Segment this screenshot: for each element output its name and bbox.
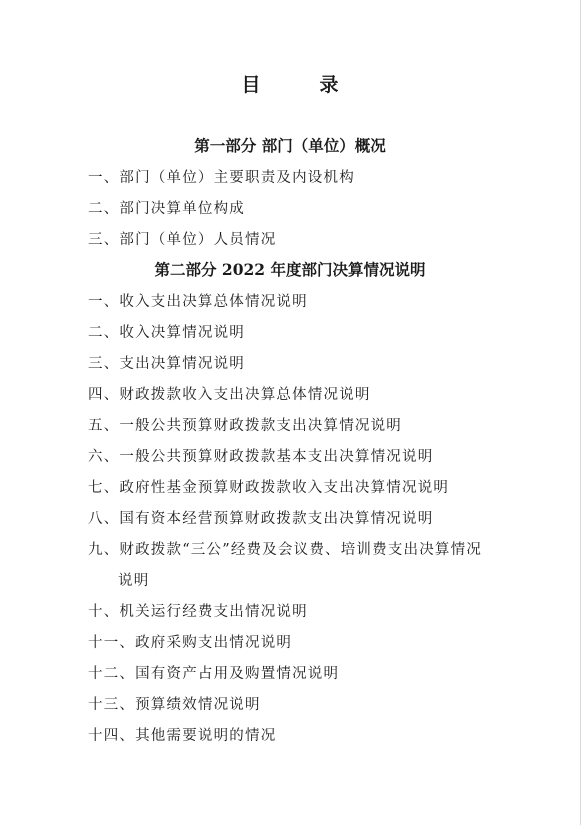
part2-heading: 第二部分 2022 年度部门决算情况说明 <box>154 260 426 279</box>
toc-item-continuation: 说明 <box>118 573 150 589</box>
toc-item: 十一、政府采购支出情况说明 <box>88 635 293 651</box>
toc-item: 三、支出决算情况说明 <box>88 356 245 372</box>
toc-item: 七、政府性基金预算财政拨款收入支出决算情况说明 <box>88 480 450 496</box>
toc-item: 十四、其他需要说明的情况 <box>88 728 277 744</box>
toc-item: 四、财政拨款收入支出决算总体情况说明 <box>88 387 371 403</box>
part1-heading: 第一部分 部门（单位）概况 <box>194 136 386 155</box>
toc-item: 二、部门决算单位构成 <box>88 201 245 217</box>
toc-item: 八、国有资本经营预算财政拨款支出决算情况说明 <box>88 511 434 527</box>
toc-item: 一、收入支出决算总体情况说明 <box>88 294 308 310</box>
toc-item: 九、财政拨款“三公”经费及会议费、培训费支出决算情况 <box>88 542 483 558</box>
page-title: 目 录 <box>241 74 359 96</box>
toc-item: 五、一般公共预算财政拨款支出决算情况说明 <box>88 418 402 434</box>
toc-item: 六、一般公共预算财政拨款基本支出决算情况说明 <box>88 449 434 465</box>
toc-item: 十、机关运行经费支出情况说明 <box>88 604 308 620</box>
toc-item: 二、收入决算情况说明 <box>88 325 245 341</box>
toc-item: 一、部门（单位）主要职责及内设机构 <box>88 170 355 186</box>
toc-item: 十二、国有资产占用及购置情况说明 <box>88 666 340 682</box>
toc-item: 十三、预算绩效情况说明 <box>88 697 261 713</box>
toc-item: 三、部门（单位）人员情况 <box>88 232 277 248</box>
